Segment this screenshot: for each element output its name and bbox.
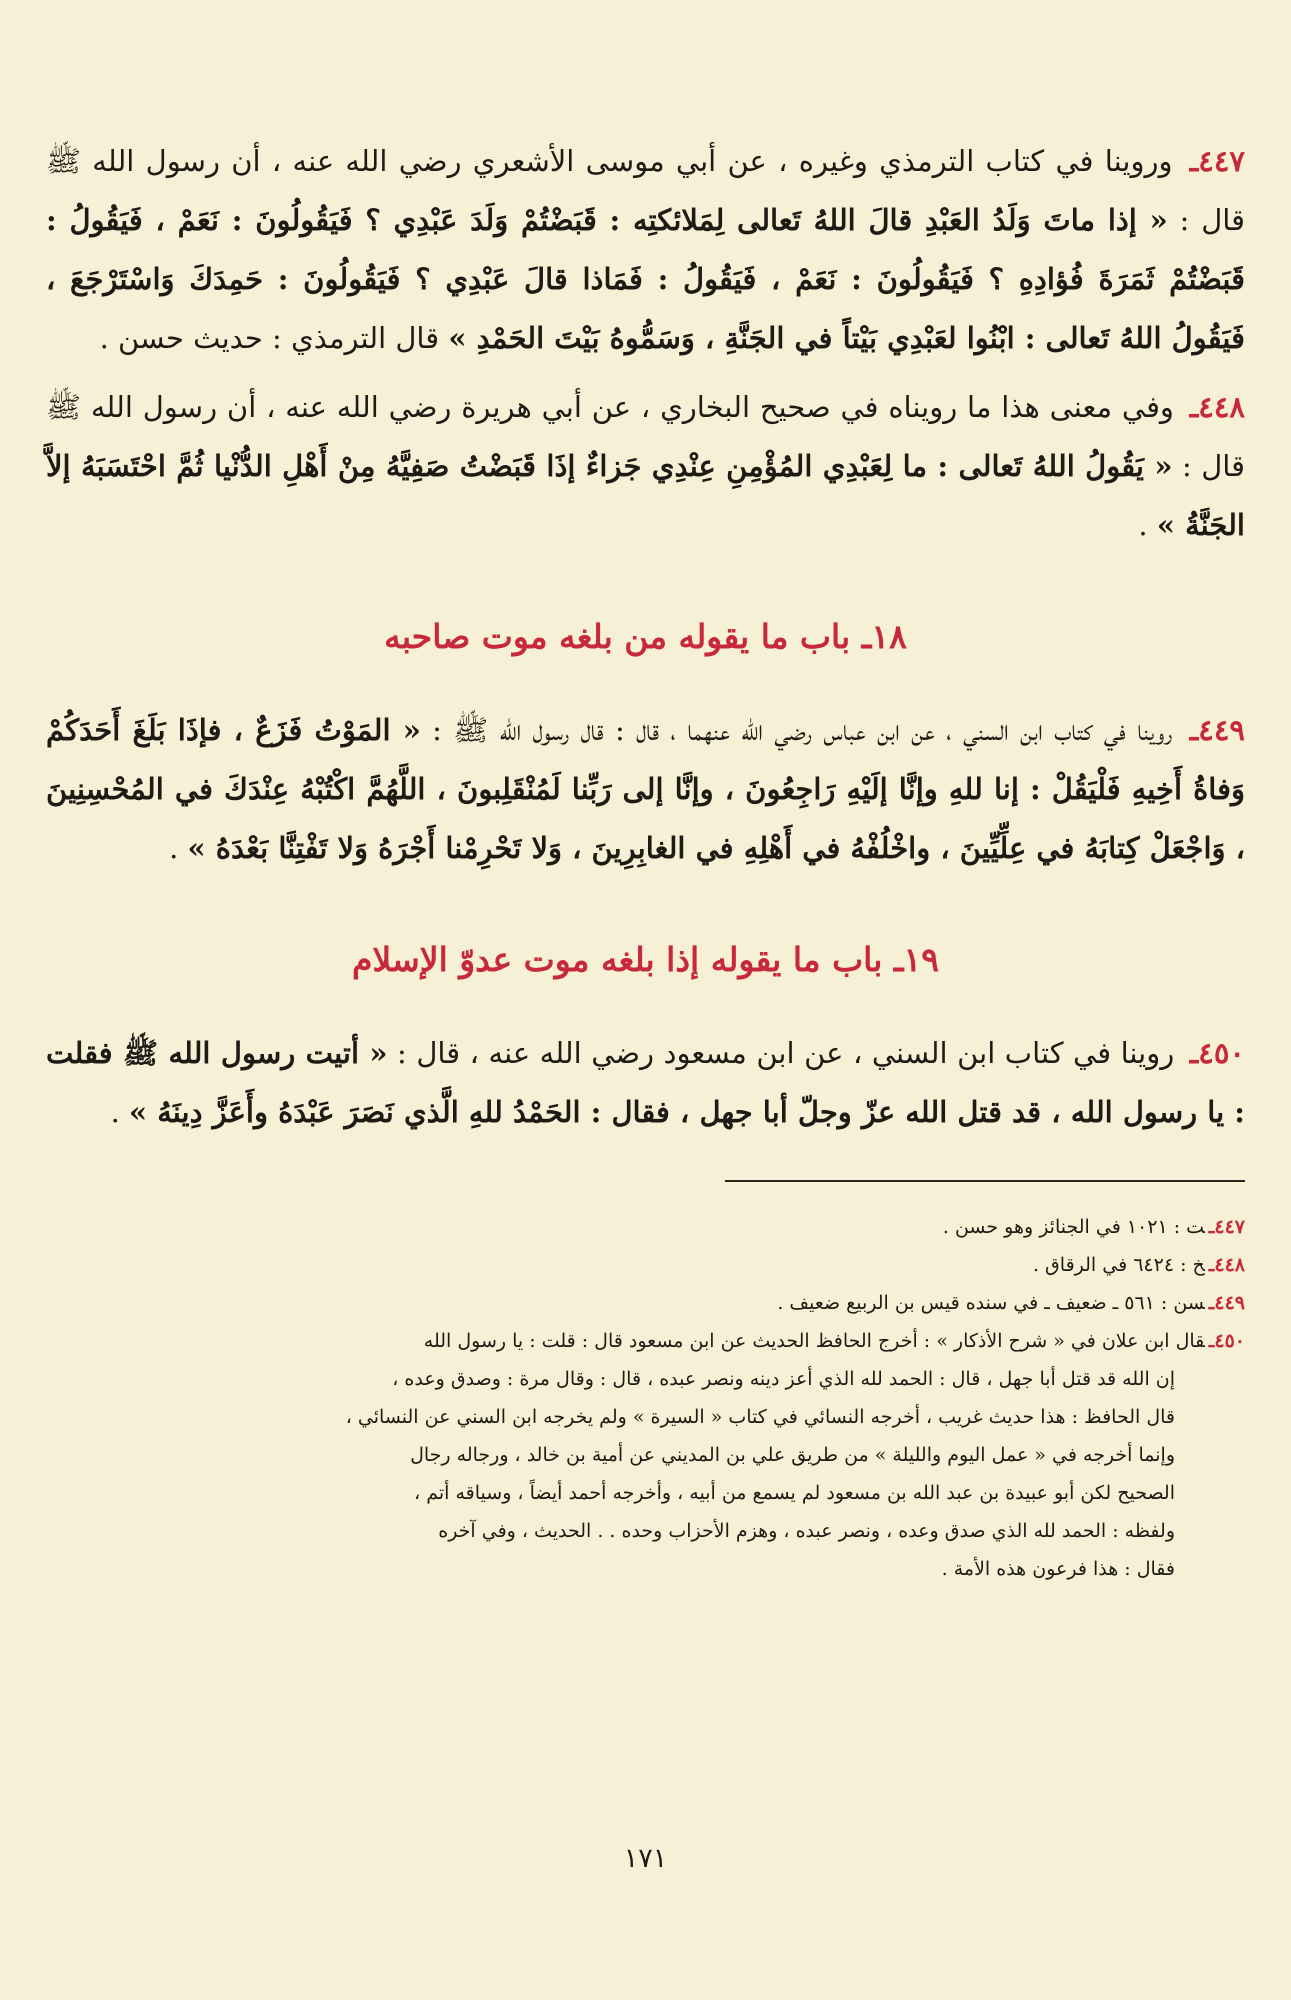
footnote-number: ٤٥٠ـ — [1208, 1330, 1245, 1352]
main-text — [46, 132, 1245, 1588]
footnote-450-line: الصحيح لكن أبو عبيدة بن عبد الله بن مسعود لم يسمع من أبيه ، وأخرجه أحمد أيضاً ، وسياقه أتم ، — [414, 1482, 1175, 1504]
hadith-text: . — [1138, 508, 1157, 542]
hadith-text: وفي معنى هذا ما رويناه في صحيح البخاري ، عن أبي هريرة رضي الله عنه ، أن رسول الله ﷺ قال : — [46, 390, 1245, 483]
footnote-number: ٤٤٨ـ — [1208, 1254, 1245, 1276]
footnote-450-line: ولفظه : الحمد لله الذي صدق وعده ، ونصر عبده ، وهزم الأحزاب وحده . . الحديث ، وفي آخره — [438, 1520, 1175, 1542]
hadith-text: روينا في كتاب ابن السني ، عن ابن عباس رضي الله عنهما ، قال : قال رسول الله ﷺ : — [420, 713, 1184, 747]
footnote-text: خ : ٦٤٢٤ في الرقاق . — [1032, 1254, 1205, 1276]
footnote-449 — [46, 1284, 1245, 1322]
footnote-divider — [725, 1180, 1245, 1182]
footnote-448 — [46, 1246, 1245, 1284]
page-number: ١٧١ — [623, 1843, 668, 1874]
footnote-number: ٤٤٩ـ — [1208, 1292, 1245, 1314]
hadith-text: قال الترمذي : حديث حسن . — [99, 321, 449, 355]
hadith-quote: « إذا ماتَ وَلَدُ العَبْدِ قالَ اللهُ تَعالى لِمَلائكتِه : قَبَضْتُمْ وَلَدَ عَبْدِي ؟ فَيَقُولُونَ : نَعَمْ ، فَيَقُولُ : قَبَضْتُمْ ثَمَرَةَ فُؤادِهِ ؟ فَيَقُولُونَ : نَعَمْ ، فَيَقُولُ : فَمَاذا قالَ عَبْدِي ؟ فَيَقُولُونَ : حَمِدَكَ وَاسْتَرْجَعَ ، فَيَقُولُ اللهُ تَعالى : ابْنُوا لعَبْدِي بَيْتاً في الجَنَّةِ ، وَسَمُّوهُ بَيْتَ الحَمْدِ » — [46, 203, 1245, 355]
hadith-text: . — [110, 1095, 130, 1129]
hadith-quote: « المَوْتُ فَزَعٌ ، فإذَا بَلَغَ أَحَدَكُمْ وَفاةُ أَخِيهِ فَلْيَقُلْ : إنا للهِ وإنَّا إلَيْهِ رَاجِعُونَ ، وإنَّا إلى رَبِّنا لَمُنْقَلِبونَ ، اللَّهُمَّ اكْتُبْهُ عِنْدَكَ في المُحْسِنِينَ ، وَاجْعَلْ كِتابَهُ في عِلِّيِّينَ ، واخْلُفْهُ في أَهْلِهِ في الغابِرِينَ ، وَلا تَحْرِمْنا أَجْرَهُ وَلا تَفْتِنَّا بَعْدَهُ » — [46, 713, 1245, 865]
hadith-number: ٤٤٧ـ — [1189, 144, 1245, 178]
footnote-450-line: قال الحافظ : هذا حديث غريب ، أخرجه النسائي في كتاب « السيرة » ولم يخرجه ابن السني عن النسائي ، — [345, 1406, 1175, 1428]
footnotes — [46, 1208, 1245, 1588]
footnote-text: ت : ١٠٢١ في الجنائز وهو حسن . — [942, 1216, 1205, 1238]
hadith-450 — [46, 1024, 1245, 1142]
hadith-quote: « أتيت رسول الله ﷺ فقلت : يا رسول الله ، قد قتل الله عزّ وجلّ أبا جهل ، فقال : الحَمْدُ للهِ الَّذي نَصَرَ عَبْدَهُ وأَعَزَّ دِينَهُ » — [46, 1036, 1245, 1129]
hadith-number: ٤٥٠ـ — [1189, 1036, 1246, 1070]
footnote-number: ٤٤٧ـ — [1208, 1216, 1245, 1238]
hadith-number: ٤٤٨ـ — [1189, 390, 1245, 424]
hadith-text: روينا في كتاب ابن السني ، عن ابن مسعود رضي الله عنه ، قال : — [387, 1036, 1184, 1070]
hadith-quote: « يَقُولُ اللهُ تَعالى : ما لِعَبْدِي المُؤْمِنِ عِنْدِي جَزاءٌ إذَا قَبَضْتُ صَفِيَّهُ مِنْ أَهْلِ الدُّنْيا ثُمَّ احْتَسَبَهُ إلاَّ الجَنَّةُ » — [46, 449, 1245, 542]
hadith-447 — [46, 132, 1245, 368]
hadith-449 — [46, 701, 1245, 878]
footnote-text: قال ابن علان في « شرح الأذكار » : أخرج الحافظ الحديث عن ابن مسعود قال : قلت : يا رسول الله — [423, 1330, 1205, 1352]
footnote-450-line: وإنما أخرجه في « عمل اليوم والليلة » من طريق علي بن المديني عن أمية بن خالد ، ورجاله رجال — [410, 1444, 1175, 1466]
hadith-text: وروينا في كتاب الترمذي وغيره ، عن أبي موسى الأشعري رضي الله عنه ، أن رسول الله ﷺ قال : — [46, 144, 1245, 237]
footnote-text: سن : ٥٦١ ـ ضعيف ـ في سنده قيس بن الربيع ضعيف . — [777, 1292, 1205, 1314]
footnote-450-line: فقال : هذا فرعون هذه الأمة . — [941, 1558, 1175, 1580]
chapter-heading-19: ١٩ـ باب ما يقوله إذا بلغه موت عدوّ الإسلام — [352, 940, 939, 979]
chapter-heading-18: ١٨ـ باب ما يقوله من بلغه موت صاحبه — [384, 617, 907, 656]
footnote-450-line: إن الله قد قتل أبا جهل ، قال : الحمد لله الذي أعز دينه ونصر عبده ، قال : وقال مرة : وصدق وعده ، — [392, 1368, 1175, 1390]
hadith-448 — [46, 378, 1245, 555]
footnote-447 — [46, 1208, 1245, 1246]
footnote-450 — [46, 1322, 1245, 1360]
hadith-number: ٤٤٩ـ — [1189, 713, 1246, 747]
hadith-text: . — [169, 831, 188, 865]
